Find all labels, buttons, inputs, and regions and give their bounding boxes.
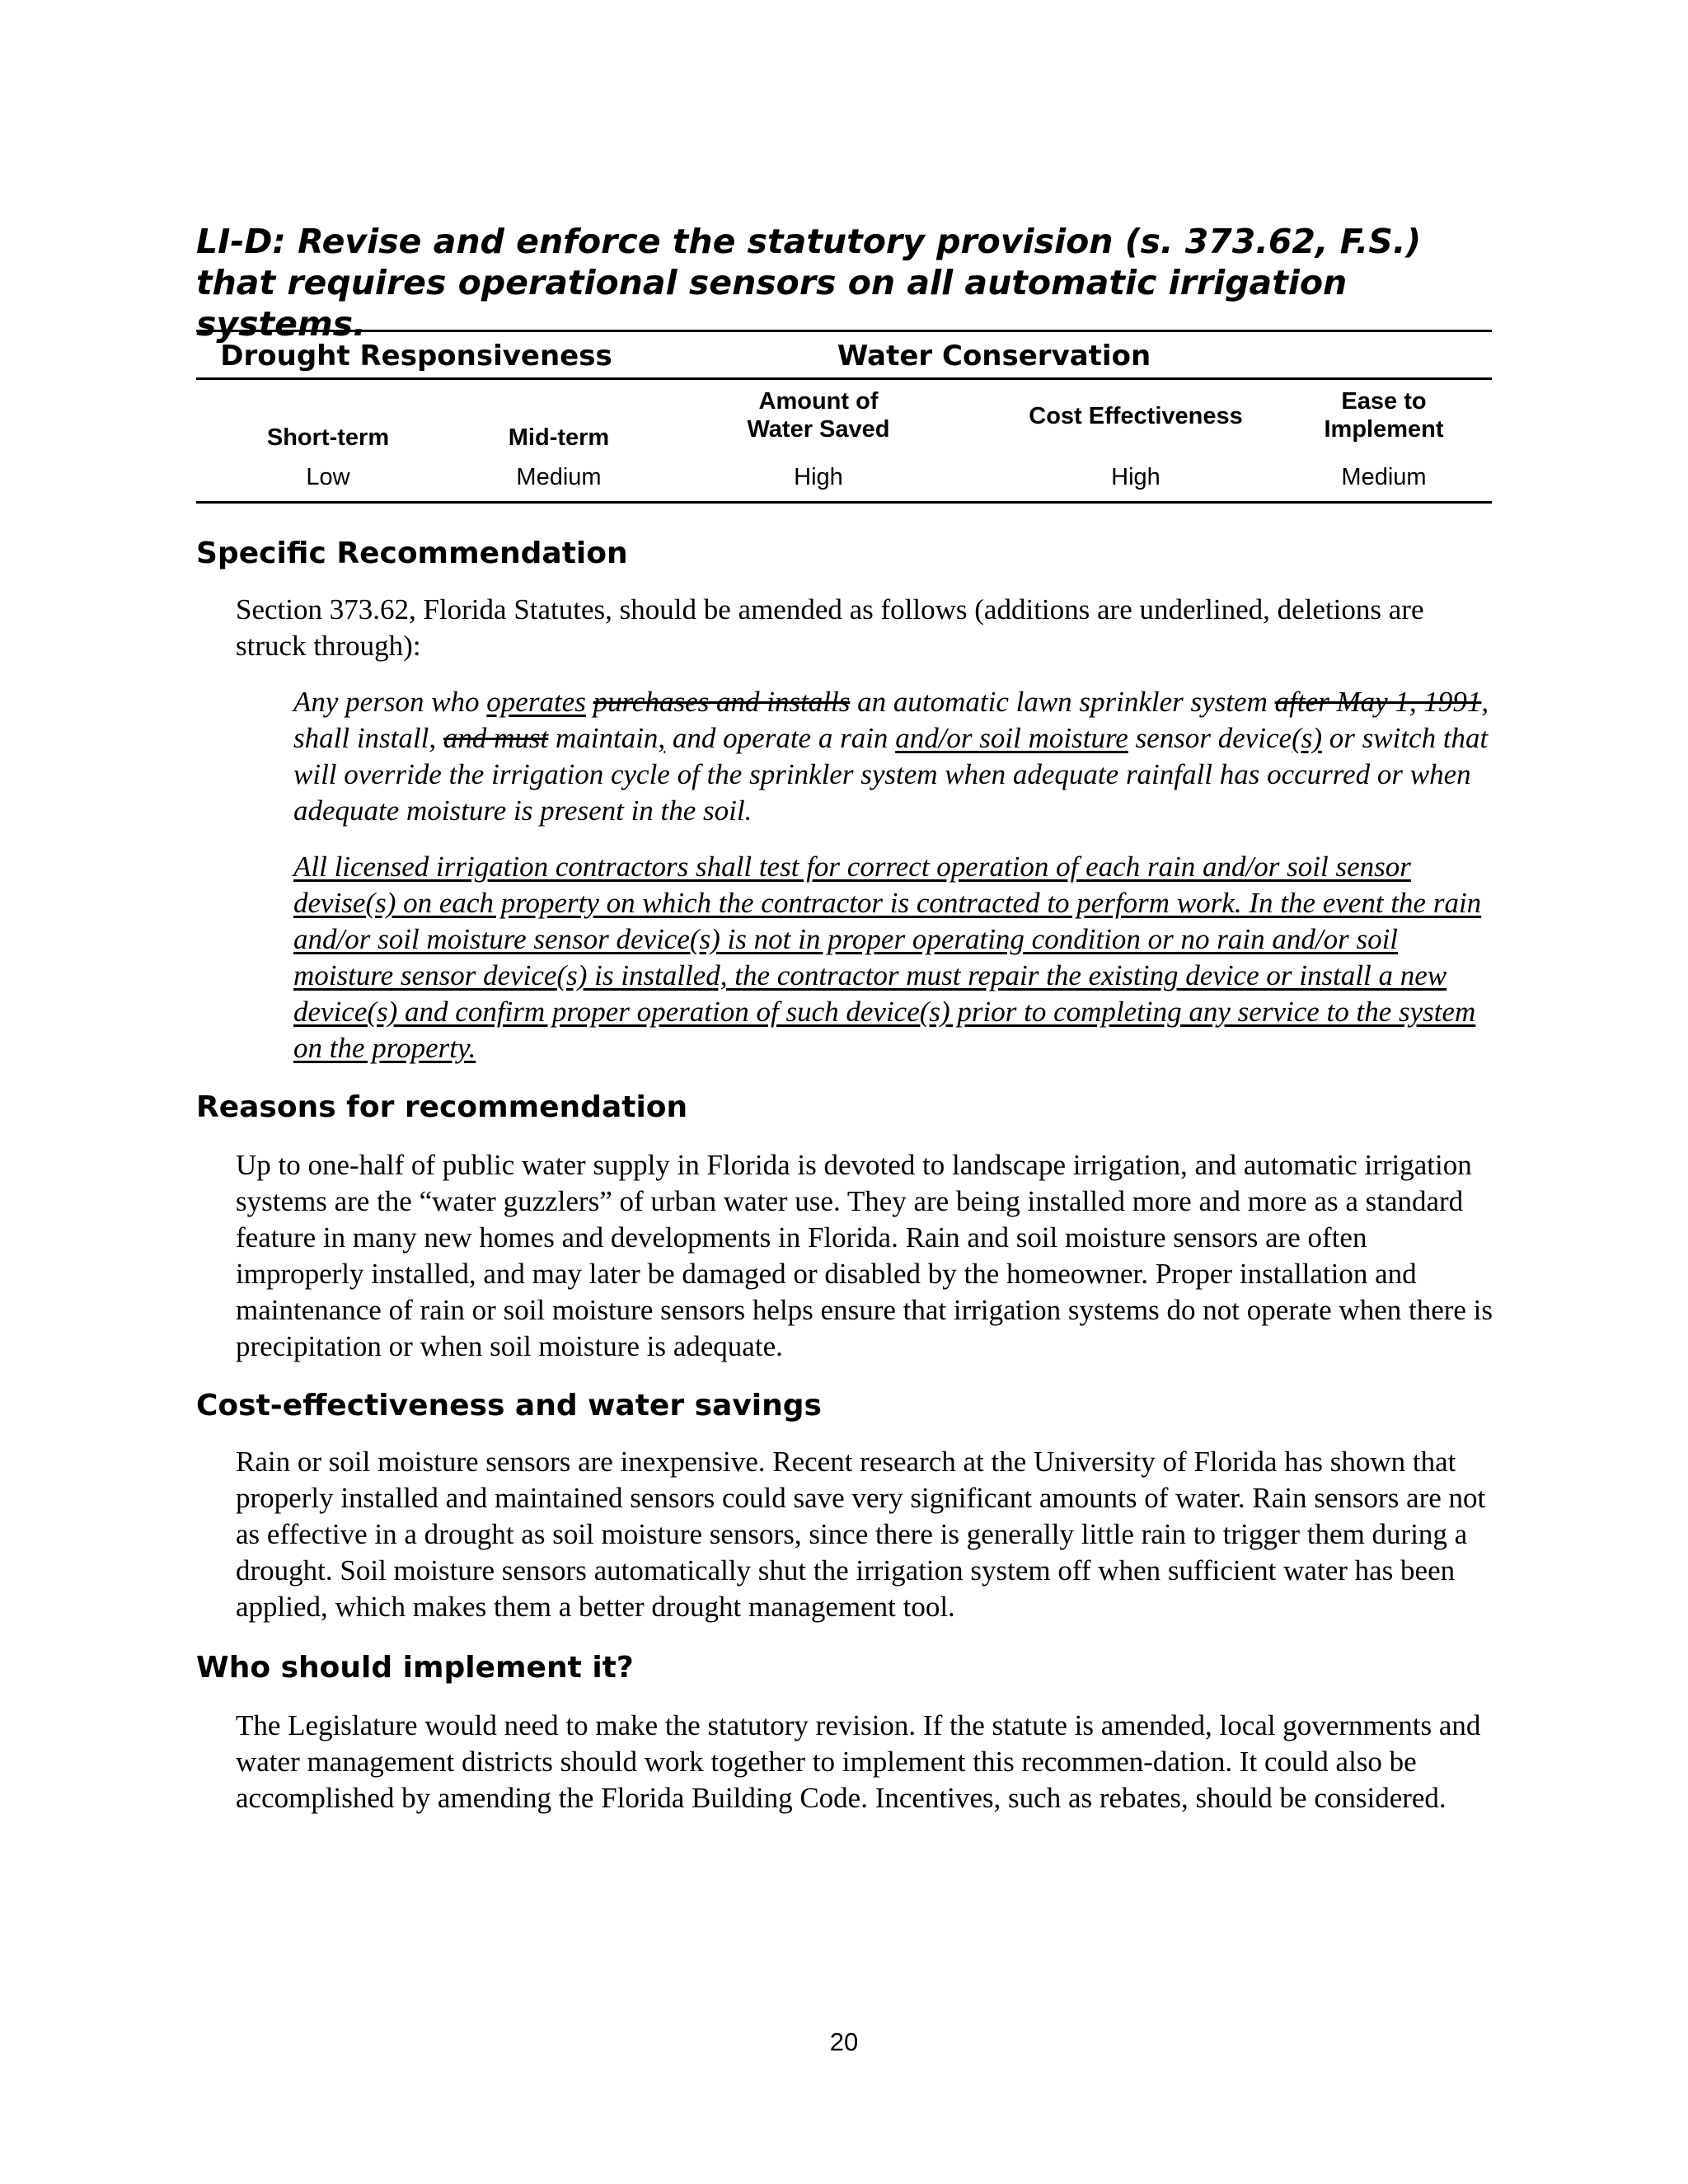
statute-part <box>586 686 593 718</box>
col-header-short-term: Short-term <box>266 424 390 451</box>
statute-part: , shall install, <box>293 686 1489 754</box>
statute-deletion: and must <box>443 722 549 754</box>
group-header-drought: Drought Responsiveness <box>220 340 612 373</box>
statute-insertion: and/or soil moisture <box>895 722 1128 754</box>
heading-who-implements: Who should implement it? <box>196 1651 634 1685</box>
page-number: 20 <box>829 2027 859 2056</box>
specific-intro: Section 373.62, Florida Statutes, should be amended as follows (additions are underlined, deletions are struck through): <box>236 593 1424 662</box>
value-cost-effectiveness: High <box>1111 464 1160 490</box>
statute-part: and operate a rain <box>665 722 896 754</box>
value-mid-term: Medium <box>516 464 602 490</box>
statute-addition: All licensed irrigation contractors shall test for correct operation of each rain and/or soil sensor devise(s) on each property on which the contractor is contracted to perform work. In the event the rain and/or soil moisture sensor device(s) is not in proper operating condition or no rain and/or soil moisture sensor device(s) is installed, the contractor must repair the existing device or install a new device(s) and confirm proper operation of such device(s) prior to completing any service to the system on the property. <box>293 851 1482 1064</box>
heading-specific-recommendation: Specific Recommendation <box>196 537 628 570</box>
col-header-cost-effectiveness: Cost Effectiveness <box>1029 403 1243 429</box>
cost-body: Rain or soil moisture sensors are inexpensive. Recent research at the University of Florida has shown that properly installed and maintained sensors could save very significant amounts of water. Rain sensors are not as effective in a drought as soil moisture sensors, since there is generally little rain to trigger them during a drought. Soil moisture sensors automatically shut the irrigation system off when sufficient water has been applied, which makes them a better drought management tool. <box>236 1446 1486 1623</box>
statute-insertion: (s) <box>1292 722 1323 754</box>
page-title: LI-D: Revise and enforce the statutory provision (s. 373.62, F.S.) that requires operational sensors on all automatic irrigation systems. <box>196 222 1422 344</box>
group-header-water: Water Conservation <box>837 340 1151 373</box>
table-bottom-rule <box>196 501 1492 504</box>
statute-insertion: , <box>658 722 666 754</box>
table-top-rule <box>196 330 1492 332</box>
statute-part: an automatic lawn sprinkler system <box>850 686 1275 718</box>
value-ease: Medium <box>1341 464 1427 490</box>
statute-insertion: operates <box>486 686 586 718</box>
value-short-term: Low <box>306 464 350 490</box>
statute-deletion: after May 1, 1991 <box>1274 686 1482 718</box>
reasons-body: Up to one-half of public water supply in Florida is devoted to landscape irrigation, and automatic irrigation systems are the “water guzzlers” of urban water use. They are being installed more and more as a standard feature in many new homes and developments in Florida. Rain and soil moisture sensors are often improperly installed, and may later be damaged or disabled by the homeowner. Proper installation and maintenance of rain or soil moisture sensors helps ensure that irrigation systems do not operate when there is precipitation or when soil moisture is adequate. <box>236 1149 1493 1362</box>
statute-text <box>293 684 1498 829</box>
statute-part: maintain <box>548 722 659 754</box>
statute-part: Any person who <box>293 686 487 718</box>
col-header-amount-saved: Amount of Water Saved <box>747 388 890 443</box>
statute-part: sensor device <box>1128 722 1292 754</box>
heading-reasons: Reasons for recommendation <box>196 1090 688 1124</box>
statute-deletion: purchases and installs <box>593 686 851 718</box>
col-header-mid-term: Mid-term <box>508 424 610 451</box>
value-amount-saved: High <box>794 464 843 490</box>
heading-cost-effectiveness: Cost-effectiveness and water savings <box>196 1389 822 1422</box>
col-header-ease: Ease to Implement <box>1324 388 1444 443</box>
table-mid-rule <box>196 377 1492 380</box>
statute-part: or switch that will override the irrigation cycle of the sprinkler system when adequate rainfall has occurred or when adequate moisture is present in the soil. <box>293 722 1489 827</box>
who-body: The Legislature would need to make the statutory revision. If the statute is amended, local governments and water management districts should work together to implement this recommen-dation. It could also be accomplished by amending the Florida Building Code. Incentives, such as rebates, should be considered. <box>236 1709 1481 1814</box>
